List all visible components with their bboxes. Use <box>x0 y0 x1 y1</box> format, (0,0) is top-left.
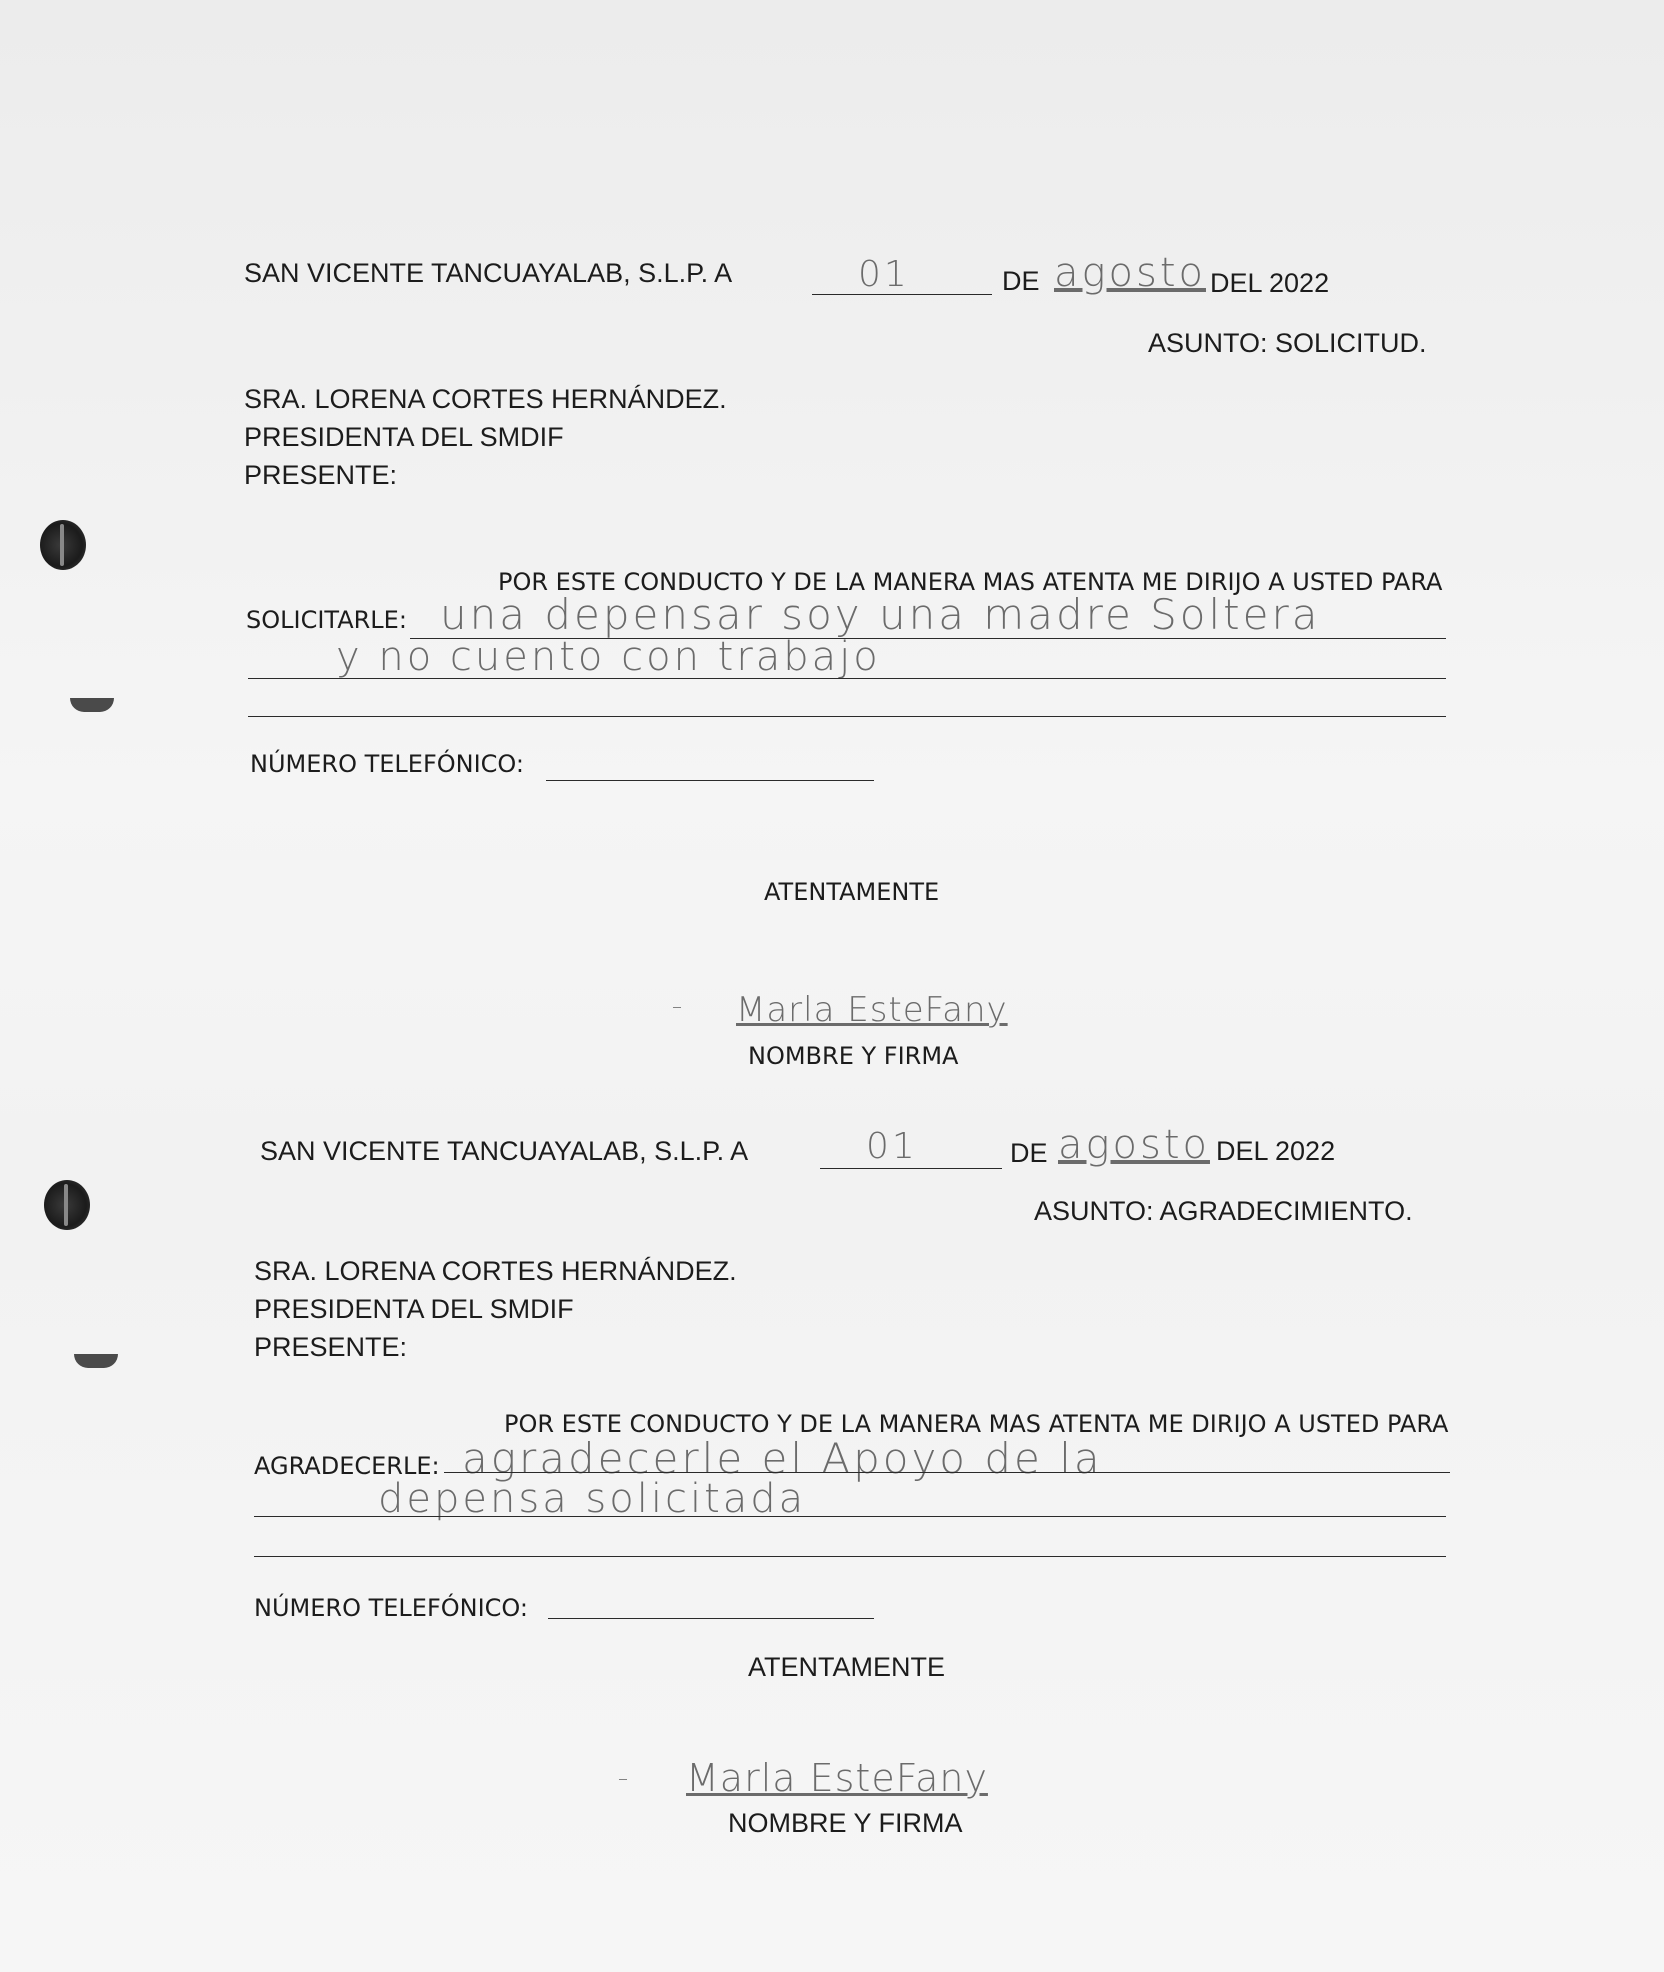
signature-dash: – <box>672 994 682 1018</box>
signature-dash: – <box>618 1766 628 1790</box>
binder-notch <box>74 1354 118 1368</box>
request-line-2 <box>248 678 1446 679</box>
year-label: DEL 2022 <box>1216 1136 1336 1166</box>
sign-label: NOMBRE Y FIRMA <box>728 1808 963 1838</box>
signature-handwritten: Marla EsteFany <box>736 990 1008 1030</box>
month-handwritten: agosto <box>1054 250 1206 296</box>
request-handwritten-line2: y no cuento con trabajo <box>336 634 881 680</box>
day-handwritten: 01 <box>858 254 910 295</box>
recipient-title: PRESIDENTA DEL SMDIF <box>254 1294 574 1324</box>
request-handwritten-line2: depensa solicitada <box>378 1476 807 1522</box>
recipient-name: SRA. LORENA CORTES HERNÁNDEZ. <box>254 1256 737 1286</box>
request-label: AGRADECERLE: <box>254 1452 440 1480</box>
request-line-3 <box>248 716 1446 717</box>
request-handwritten-line1: agradecerle el Apoyo de la <box>462 1434 1103 1483</box>
body-intro: POR ESTE CONDUCTO Y DE LA MANERA MAS ATENTA ME DIRIJO A USTED PARA <box>498 568 1443 596</box>
binder-hole <box>40 520 86 570</box>
year-label: DEL 2022 <box>1210 268 1330 298</box>
phone-line <box>546 780 874 781</box>
place-date-prefix: SAN VICENTE TANCUAYALAB, S.L.P. A <box>260 1136 749 1166</box>
request-line-1 <box>444 1472 1450 1473</box>
day-handwritten: 01 <box>866 1126 918 1167</box>
body-intro: POR ESTE CONDUCTO Y DE LA MANERA MAS ATENTA ME DIRIJO A USTED PARA <box>504 1410 1449 1438</box>
recipient-presente: PRESENTE: <box>244 460 398 490</box>
phone-label: NÚMERO TELEFÓNICO: <box>254 1594 528 1622</box>
de-label: DE <box>1010 1138 1048 1168</box>
recipient-name: SRA. LORENA CORTES HERNÁNDEZ. <box>244 384 727 414</box>
month-handwritten: agosto <box>1058 1122 1210 1168</box>
subject: ASUNTO: SOLICITUD. <box>1148 328 1427 358</box>
request-handwritten-line1: una depensar soy una madre Soltera <box>440 590 1321 639</box>
recipient-title: PRESIDENTA DEL SMDIF <box>244 422 564 452</box>
phone-label: NÚMERO TELEFÓNICO: <box>250 750 524 778</box>
recipient-presente: PRESENTE: <box>254 1332 408 1362</box>
subject: ASUNTO: AGRADECIMIENTO. <box>1034 1196 1413 1226</box>
signature-handwritten: Marla EsteFany <box>686 1756 988 1800</box>
closing: ATENTAMENTE <box>764 878 940 906</box>
closing: ATENTAMENTE <box>748 1652 946 1682</box>
binder-notch <box>70 698 114 712</box>
day-line <box>820 1168 1002 1169</box>
de-label: DE <box>1002 266 1040 296</box>
phone-line <box>548 1618 874 1619</box>
sign-label: NOMBRE Y FIRMA <box>748 1042 959 1070</box>
place-date-prefix: SAN VICENTE TANCUAYALAB, S.L.P. A <box>244 258 733 288</box>
request-line-3 <box>254 1556 1446 1557</box>
binder-hole <box>44 1180 90 1230</box>
request-label: SOLICITARLE: <box>246 606 407 634</box>
request-line-2 <box>254 1516 1446 1517</box>
